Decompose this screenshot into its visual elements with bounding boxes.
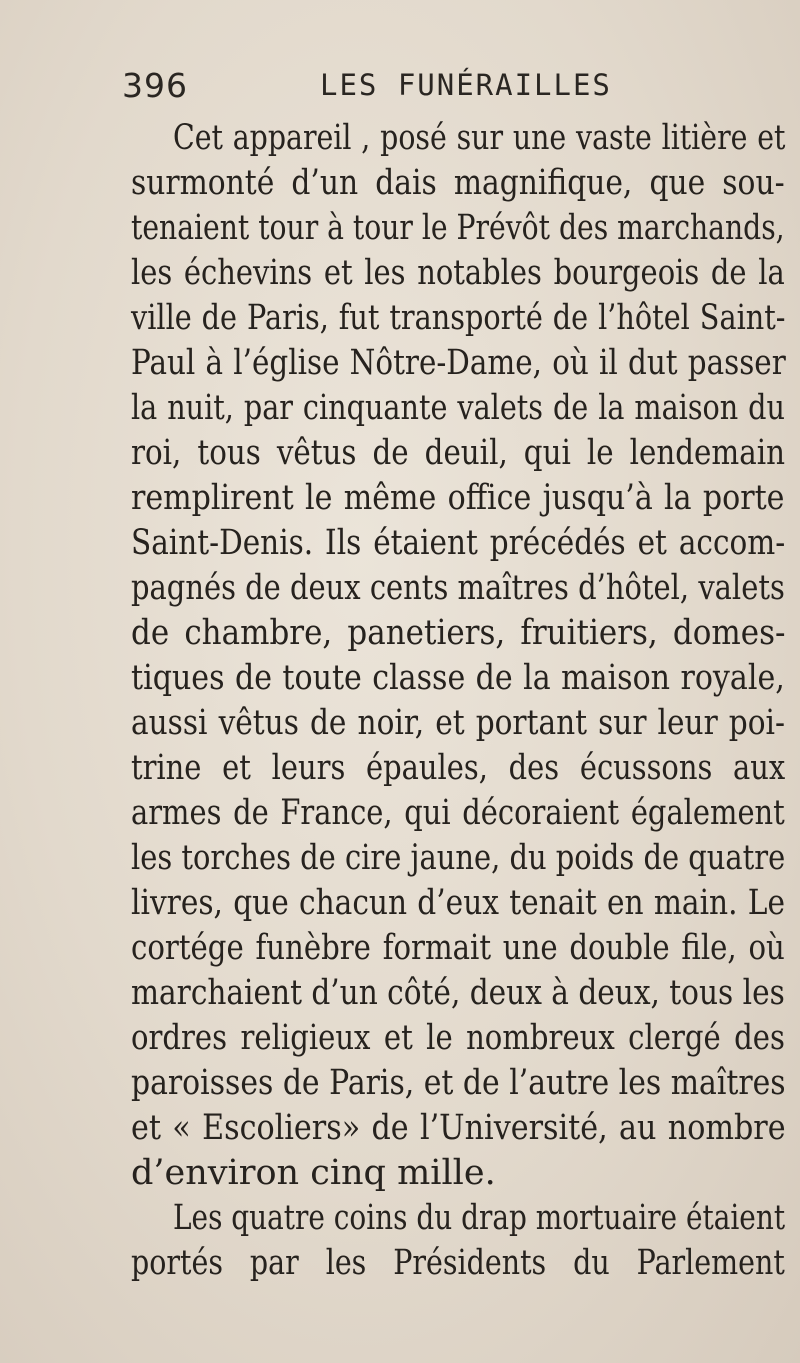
text-line: trine et leurs épaules, des écussons aux bbox=[131, 748, 786, 788]
text-line: livres, que chacun d’eux tenait en main. Le bbox=[131, 883, 785, 923]
text-line: aussi vêtus de noir, et portant sur leur poi- bbox=[131, 703, 785, 743]
text-line: tiques de toute classe de la maison royale, bbox=[131, 658, 785, 698]
page-number: 396 bbox=[122, 66, 188, 105]
text-line: pagnés de deux cents maîtres d’hôtel, valets bbox=[131, 568, 785, 608]
text-line: Cet appareil , posé sur une vaste litière et bbox=[173, 118, 786, 158]
text-line: les échevins et les notables bourgeois de la bbox=[131, 253, 785, 293]
text-line: paroisses de Paris, et de l’autre les maîtres bbox=[131, 1063, 786, 1103]
text-line: marchaient d’un côté, deux à deux, tous les bbox=[131, 973, 785, 1013]
text-line: la nuit, par cinquante valets de la maison du bbox=[131, 388, 785, 428]
text-line: Paul à l’église Nôtre-Dame, où il dut passer bbox=[131, 343, 786, 383]
text-line: les torches de cire jaune, du poids de quatre bbox=[131, 838, 786, 878]
text-line: cortége funèbre formait une double file, où bbox=[131, 928, 785, 968]
text-line: de chambre, panetiers, fruitiers, domes- bbox=[131, 613, 786, 653]
text-line: roi, tous vêtus de deuil, qui le lendemain bbox=[131, 433, 785, 473]
text-line: et « Escoliers» de l’Université, au nombre bbox=[131, 1108, 786, 1148]
text-line: portés par les Présidents du Parlement bbox=[131, 1243, 785, 1283]
text-line: Les quatre coins du drap mortuaire étaient bbox=[173, 1198, 786, 1238]
text-line: tenaient tour à tour le Prévôt des marchands, bbox=[131, 208, 785, 248]
text-line: Saint-Denis. Ils étaient précédés et accom- bbox=[131, 523, 786, 563]
text-line: armes de France, qui décoraient également bbox=[131, 793, 785, 833]
text-line: d’environ cinq mille. bbox=[131, 1153, 496, 1193]
text-line: ville de Paris, fut transporté de l’hôtel Saint- bbox=[131, 298, 786, 338]
running-title: LES FUNÉRAILLES bbox=[320, 68, 612, 102]
text-line: remplirent le même office jusqu’à la porte bbox=[131, 478, 785, 518]
text-line: ordres religieux et le nombreux clergé des bbox=[131, 1018, 785, 1058]
text-line: surmonté d’un dais magnifique, que sou- bbox=[131, 163, 785, 203]
